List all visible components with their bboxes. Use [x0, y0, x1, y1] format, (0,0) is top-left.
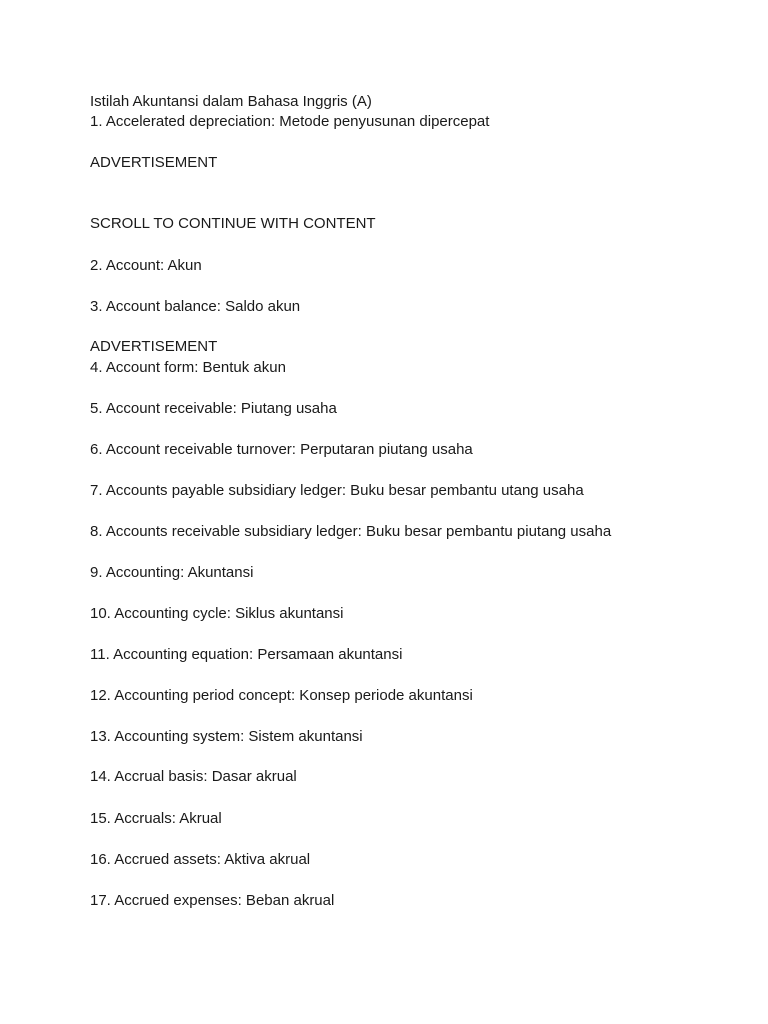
- document-title: Istilah Akuntansi dalam Bahasa Inggris (A): [90, 93, 372, 110]
- list-item: 7. Accounts payable subsidiary ledger: Buku besar pembantu utang usaha: [90, 482, 584, 499]
- list-item: 15. Accruals: Akrual: [90, 810, 222, 827]
- list-item: 10. Accounting cycle: Siklus akuntansi: [90, 605, 344, 622]
- advertisement-label: ADVERTISEMENT: [90, 154, 218, 171]
- list-item: 16. Accrued assets: Aktiva akrual: [90, 851, 311, 868]
- list-item: 14. Accrual basis: Dasar akrual: [90, 768, 297, 785]
- list-item: 4. Account form: Bentuk akun: [90, 359, 286, 376]
- list-item: 1. Accelerated depreciation: Metode penyusunan dipercepat: [90, 113, 490, 130]
- list-item: 9. Accounting: Akuntansi: [90, 564, 254, 581]
- list-item: 12. Accounting period concept: Konsep periode akuntansi: [90, 687, 473, 704]
- list-item: 11. Accounting equation: Persamaan akuntansi: [90, 646, 403, 663]
- list-item: 5. Account receivable: Piutang usaha: [90, 400, 337, 417]
- list-item: 3. Account balance: Saldo akun: [90, 298, 301, 315]
- list-item: 6. Account receivable turnover: Perputaran piutang usaha: [90, 441, 473, 458]
- list-item: 8. Accounts receivable subsidiary ledger: Buku besar pembantu piutang usaha: [90, 523, 612, 540]
- list-item: 17. Accrued expenses: Beban akrual: [90, 892, 335, 909]
- list-item: 2. Account: Akun: [90, 257, 202, 274]
- advertisement-label: ADVERTISEMENT: [90, 338, 218, 355]
- list-item: 13. Accounting system: Sistem akuntansi: [90, 728, 363, 745]
- scroll-notice: SCROLL TO CONTINUE WITH CONTENT: [90, 215, 376, 232]
